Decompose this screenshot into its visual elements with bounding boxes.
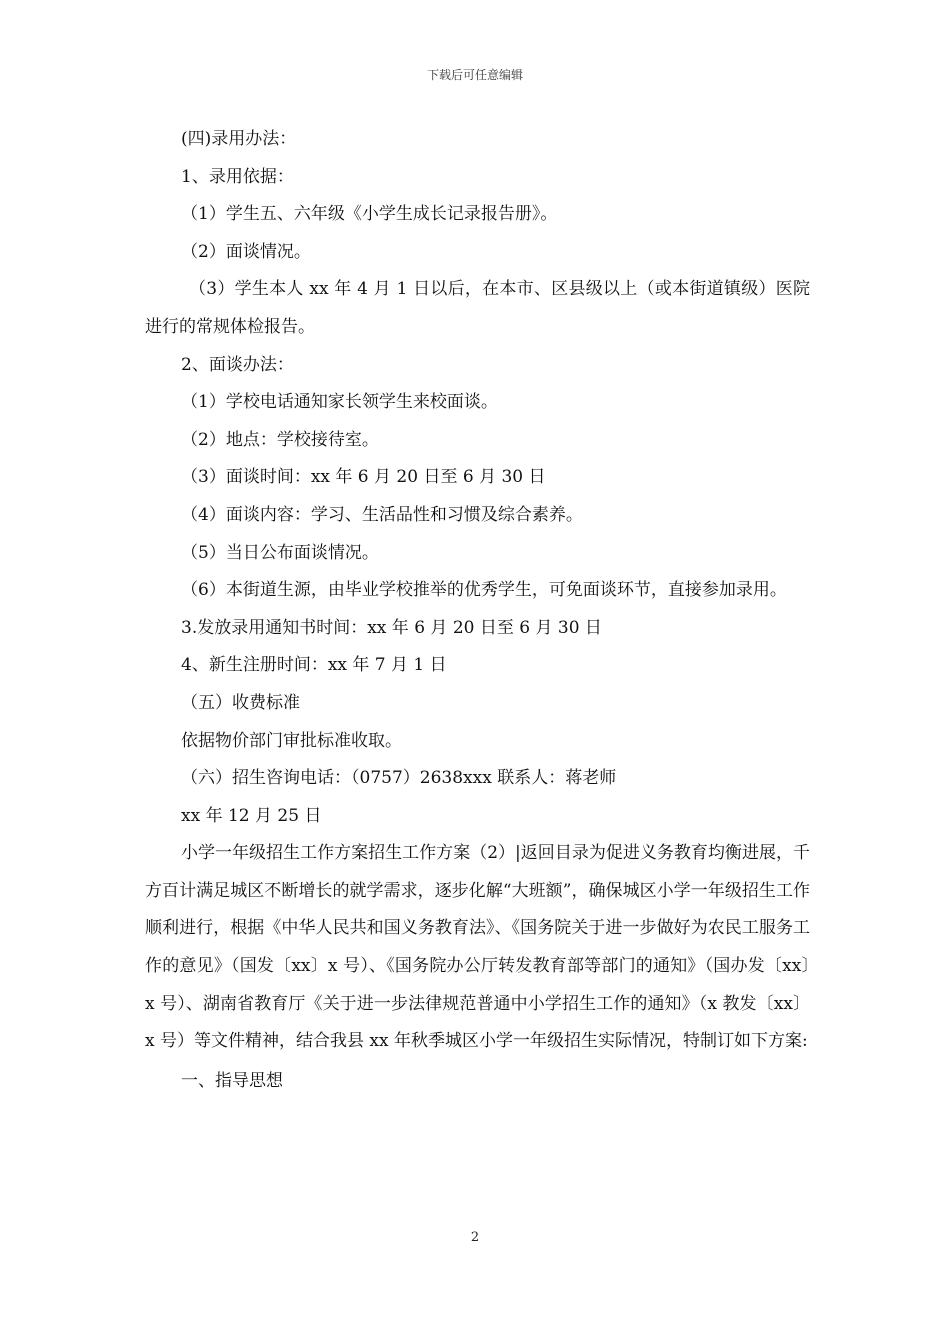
list-item: （4）面谈内容：学习、生活品性和习惯及综合素养。	[181, 504, 583, 525]
body-text: 依据物价部门审批标准收取。	[181, 730, 402, 751]
subsection-heading: 3.发放录用通知书时间：xx 年 6 月 20 日至 6 月 30 日	[181, 617, 602, 638]
section-heading: (四)录用办法：	[181, 129, 297, 149]
contact-line: （六）招生咨询电话：（0757）2638xxx 联系人：蒋老师	[181, 768, 617, 789]
list-item: （2）地点：学校接待室。	[181, 429, 379, 450]
list-item: （1）学生五、六年级《小学生成长记录报告册》。	[181, 204, 558, 225]
page-number: 2	[470, 1230, 480, 1245]
page-header: 下载后可任意编辑	[426, 68, 523, 82]
date-line: xx 年 12 月 25 日	[181, 805, 322, 826]
list-item: （3）面谈时间：xx 年 6 月 20 日至 6 月 30 日	[181, 467, 546, 488]
document-body	[145, 121, 810, 1100]
list-item: （1）学校电话通知家长领学生来校面谈。	[181, 392, 498, 413]
section-heading: 一、指导思想	[181, 1070, 283, 1091]
list-item: （6）本街道生源，由毕业学校推举的优秀学生，可免面谈环节，直接参加录用。	[181, 580, 787, 601]
subsection-heading: 2、面谈办法：	[181, 354, 294, 375]
list-item: （5）当日公布面谈情况。	[181, 542, 379, 563]
list-item: （2）面谈情况。	[181, 241, 311, 262]
subsection-heading: 1、录用依据：	[181, 166, 294, 187]
list-item: （3）学生本人 xx 年 4 月 1 日以后，在本市、区县级以上（或本街道镇级）医院进行的常规体检报告。	[145, 279, 810, 337]
body-paragraph: 小学一年级招生工作方案招生工作方案（2）|返回目录为促进义务教育均衡进展，千方百计满足城区不断增长的就学需求，逐步化解“大班额”，确保城区小学一年级招生工作顺利进行，根据《中华人民共和国义务教育法》、《国务院关于进一步做好为农民工服务工作的意见》（国发〔xx〕x 号）、《国务院办公厅转发教育部等部门的通知》（国办发〔xx〕x 号）、湖南省教育厅《关于进一步法律规范普通中小学招生工作的通知》（x 教发〔xx〕x 号）等文件精神，结合我县 xx 年秋季城区小学一年级招生实际情况，特制订如下方案:	[145, 843, 810, 1052]
section-heading: （五）收费标准	[181, 692, 300, 713]
subsection-heading: 4、新生注册时间：xx 年 7 月 1 日	[181, 655, 447, 676]
